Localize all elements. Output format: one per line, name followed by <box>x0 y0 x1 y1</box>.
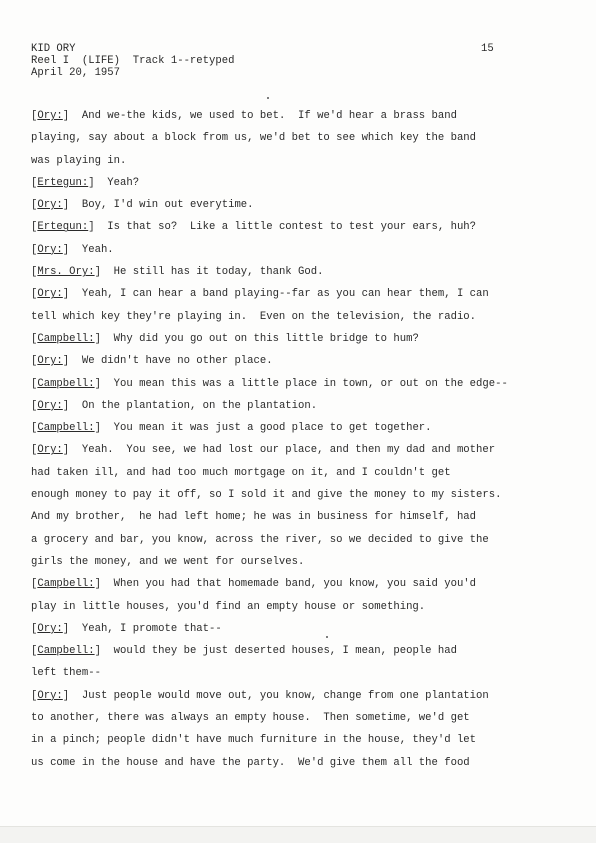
header-line-title: KID ORY <box>31 43 76 55</box>
line-text: Yeah. <box>69 243 114 256</box>
speaker-name: Campbell: <box>37 645 95 658</box>
speaker-bracket-open: [ <box>31 176 38 189</box>
page-number: 15 <box>481 43 494 55</box>
speaker-bracket-close: ] <box>62 288 70 301</box>
speaker-bracket-open: [ <box>31 645 38 658</box>
speaker-bracket-close: ] <box>62 399 70 412</box>
speaker-name: Campbell: <box>37 332 95 345</box>
transcript-line <box>31 155 561 177</box>
speaker-bracket-close: ] <box>62 355 70 368</box>
speaker-bracket-close: ] <box>62 243 70 256</box>
line-text: play in little houses, you'd find an empty house or something. <box>31 600 426 613</box>
line-text: left them-- <box>31 667 101 680</box>
line-text: Yeah, I promote that-- <box>69 622 222 635</box>
transcript-line <box>31 333 561 355</box>
speaker-name: Ory: <box>37 689 63 702</box>
line-text: We didn't have no other place. <box>69 355 273 368</box>
transcript-line <box>31 311 561 333</box>
transcript-line <box>31 690 561 712</box>
line-text: would they be just deserted houses, I mean, people had <box>100 645 457 658</box>
line-text: Yeah. You see, we had lost our place, and then my dad and mother <box>69 444 496 457</box>
speaker-bracket-open: [ <box>31 199 38 212</box>
transcript-line <box>31 467 561 489</box>
transcript-line <box>31 601 561 623</box>
speaker-bracket-close: ] <box>94 266 101 279</box>
speaker-bracket-close: ] <box>62 622 70 635</box>
speaker-name: Ory: <box>37 622 63 635</box>
line-text: enough money to pay it off, so I sold it and give the money to my sisters. <box>31 489 502 502</box>
transcript-line <box>31 288 561 310</box>
speaker-bracket-close: ] <box>88 221 95 234</box>
transcript-line <box>31 667 561 689</box>
line-text: Just people would move out, you know, change from one plantation <box>69 689 489 702</box>
speaker-name: Ory: <box>37 399 63 412</box>
transcript-line <box>31 177 561 199</box>
transcript-line <box>31 511 561 533</box>
speaker-bracket-open: [ <box>31 622 38 635</box>
transcript-line <box>31 355 561 377</box>
speaker-name: Ory: <box>37 444 63 457</box>
transcript-line <box>31 266 561 288</box>
header-line-reel: Reel I (LIFE) Track 1--retyped <box>31 55 235 67</box>
speaker-bracket-open: [ <box>31 689 38 702</box>
speaker-bracket-close: ] <box>94 645 101 658</box>
speaker-bracket-close: ] <box>94 377 101 390</box>
speaker-bracket-close: ] <box>94 578 101 591</box>
transcript-line <box>31 110 561 132</box>
transcript-line <box>31 199 561 221</box>
line-text: And we-the kids, we used to bet. If we'd hear a brass band <box>69 110 457 122</box>
line-text: When you had that homemade band, you know, you said you'd <box>100 578 477 591</box>
line-text: On the plantation, on the plantation. <box>69 399 318 412</box>
line-text: us come in the house and have the party. We'd give them all the food <box>31 756 470 769</box>
line-text: girls the money, and we went for ourselves. <box>31 555 305 568</box>
transcript-line <box>31 221 561 243</box>
line-text: Yeah, I can hear a band playing--far as you can hear them, I can <box>69 288 489 301</box>
line-text: a grocery and bar, you know, across the river, so we decided to give the <box>31 533 489 546</box>
speaker-name: Ory: <box>37 110 63 122</box>
speaker-bracket-open: [ <box>31 332 38 345</box>
line-text: had taken ill, and had too much mortgage on it, and I couldn't get <box>31 466 451 479</box>
header-line-date: April 20, 1957 <box>31 67 121 79</box>
line-text: Is that so? Like a little contest to test your ears, huh? <box>94 221 477 234</box>
speaker-bracket-close: ] <box>62 689 70 702</box>
speaker-bracket-open: [ <box>31 444 38 457</box>
speaker-bracket-close: ] <box>62 199 70 212</box>
speaker-bracket-open: [ <box>31 221 38 234</box>
transcript-line <box>31 534 561 556</box>
speaker-bracket-open: [ <box>31 377 38 390</box>
speaker-bracket-close: ] <box>94 332 101 345</box>
line-text: in a pinch; people didn't have much furniture in the house, they'd let <box>31 734 477 747</box>
transcript-body <box>31 110 561 779</box>
transcript-line <box>31 578 561 600</box>
speaker-bracket-close: ] <box>62 444 70 457</box>
line-text: tell which key they're playing in. Even on the television, the radio. <box>31 310 477 323</box>
line-text: He still has it today, thank God. <box>100 266 324 279</box>
speaker-bracket-open: [ <box>31 422 38 435</box>
speaker-name: Campbell: <box>37 377 95 390</box>
page-header <box>31 43 234 79</box>
speaker-bracket-open: [ <box>31 266 38 279</box>
speaker-bracket-close: ] <box>62 110 70 122</box>
transcript-line <box>31 422 561 444</box>
transcript-line <box>31 623 561 645</box>
line-text: And my brother, he had left home; he was in business for himself, had <box>31 511 477 524</box>
speaker-bracket-open: [ <box>31 288 38 301</box>
line-text: You mean it was just a good place to get together. <box>100 422 432 435</box>
line-text: You mean this was a little place in town, or out on the edge-- <box>100 377 508 390</box>
line-text: to another, there was always an empty house. Then sometime, we'd get <box>31 712 470 725</box>
transcript-line <box>31 645 561 667</box>
transcript-line <box>31 712 561 734</box>
transcript-line <box>31 556 561 578</box>
transcript-line <box>31 734 561 756</box>
line-text: was playing in. <box>31 154 127 167</box>
speaker-name: Ory: <box>37 243 63 256</box>
line-text: Yeah? <box>94 176 140 189</box>
speaker-bracket-close: ] <box>94 422 101 435</box>
line-text: Boy, I'd win out everytime. <box>69 199 254 212</box>
speaker-name: Mrs. Ory: <box>37 266 95 279</box>
speaker-bracket-open: [ <box>31 243 38 256</box>
speaker-name: Ertegun: <box>37 176 89 189</box>
line-text: playing, say about a block from us, we'd bet to see which key the band <box>31 132 477 145</box>
transcript-line <box>31 444 561 466</box>
speaker-name: Ory: <box>37 199 63 212</box>
speaker-name: Campbell: <box>37 422 95 435</box>
speaker-bracket-open: [ <box>31 355 38 368</box>
transcript-line <box>31 132 561 154</box>
speaker-name: Campbell: <box>37 578 95 591</box>
speaker-bracket-close: ] <box>88 176 95 189</box>
scan-speck <box>267 97 269 99</box>
transcript-line <box>31 757 561 779</box>
transcript-line <box>31 400 561 422</box>
transcript-line <box>31 378 561 400</box>
speaker-name: Ory: <box>37 355 63 368</box>
speaker-bracket-open: [ <box>31 399 38 412</box>
speaker-name: Ertegun: <box>37 221 89 234</box>
page-bottom-edge <box>0 826 596 843</box>
line-text: Why did you go out on this little bridge to hum? <box>100 332 419 345</box>
speaker-bracket-open: [ <box>31 578 38 591</box>
transcript-line <box>31 244 561 266</box>
speaker-name: Ory: <box>37 288 63 301</box>
transcript-line <box>31 489 561 511</box>
speaker-bracket-open: [ <box>31 110 38 122</box>
